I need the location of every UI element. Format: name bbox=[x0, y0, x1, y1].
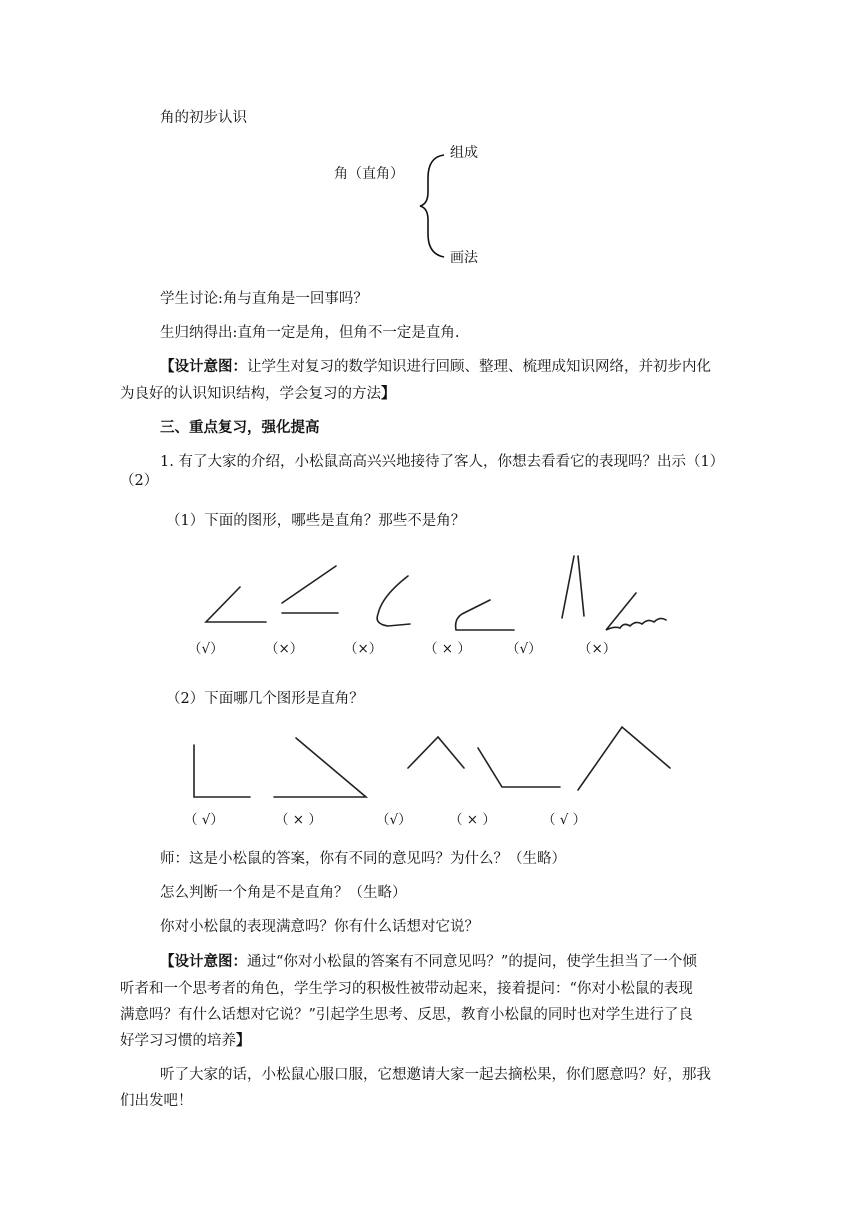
answer-q1-1: （√） bbox=[188, 641, 224, 657]
design-intent-2-line1: 【设计意图：通过“你对小松鼠的答案有不同意见吗？”的提问，使学生担当了一个倾 bbox=[160, 953, 697, 970]
tent-angle-figure bbox=[578, 727, 670, 790]
page-title: 角的初步认识 bbox=[160, 110, 247, 126]
judge-question: 怎么判断一个角是不是直角？（生略） bbox=[160, 885, 407, 901]
right-triangle-angle-figure bbox=[274, 738, 366, 797]
conclusion-text: 生归纳得出:直角一定是角，但角不一定是直角. bbox=[160, 325, 460, 341]
answer-q1-6: （×） bbox=[578, 641, 617, 657]
answer-q2-5: （ √ ） bbox=[542, 812, 587, 828]
answer-q2-3: （√） bbox=[376, 812, 412, 828]
answer-q2-4: （ × ） bbox=[449, 812, 496, 828]
design-intent-2-line4: 好学习习惯的培养】 bbox=[120, 1032, 251, 1049]
answer-q2-1: （ √） bbox=[184, 812, 224, 828]
closing-line-2: 们出发吧！ bbox=[120, 1093, 193, 1109]
item1-line1: 1. 有了大家的介绍，小松鼠高高兴兴地接待了客人，你想去看看它的表现吗？出示（1） bbox=[160, 454, 725, 470]
diagram-center-label: 角（直角） bbox=[334, 166, 404, 182]
question-1: （1）下面的图形，哪些是直角？那些不是角？ bbox=[166, 513, 466, 529]
design-intent-2-line2: 听者和一个思考者的角色，学生学习的积极性被带动起来，接着提问：“你对小松鼠的表现 bbox=[120, 981, 693, 997]
answer-q1-2: （×） bbox=[265, 641, 304, 657]
answer-q1-5: （√） bbox=[506, 641, 542, 657]
teacher-question: 师：这是小松鼠的答案，你有不同的意见吗？为什么？（生略） bbox=[160, 851, 566, 867]
satisfied-question: 你对小松鼠的表现满意吗？你有什么话想对它说？ bbox=[160, 919, 479, 935]
right-angle-figure-1 bbox=[194, 745, 250, 797]
item1-line2: （2） bbox=[120, 473, 159, 489]
peak-angle-figure bbox=[408, 737, 464, 768]
question-2: （2）下面哪几个图形是直角？ bbox=[166, 691, 364, 707]
diagram-bottom-label: 画法 bbox=[450, 250, 478, 266]
answer-q2-2: （ × ） bbox=[275, 812, 322, 828]
design-intent-1-line1: 【设计意图：让学生对复习的数学知识进行回顾、整理、梳理成知识网络，并初步内化 bbox=[160, 358, 711, 375]
discussion-text: 学生讨论:角与直角是一回事吗？ bbox=[160, 291, 368, 307]
section-heading: 三、重点复习，强化提高 bbox=[160, 419, 320, 436]
answer-q1-4: （ × ） bbox=[424, 641, 471, 657]
design-intent-label: 【设计意图： bbox=[160, 953, 247, 970]
design-intent-label: 【设计意图： bbox=[160, 358, 247, 375]
wide-angle-figure bbox=[478, 748, 560, 787]
answer-q1-3: （×） bbox=[344, 641, 383, 657]
closing-line-1: 听了大家的话，小松鼠心服口服，它想邀请大家一起去摘松果，你们愿意吗？好，那我 bbox=[160, 1067, 711, 1083]
design-intent-1-line2: 为良好的认识知识结构，学会复习的方法】 bbox=[120, 385, 396, 402]
design-intent-2-line3: 满意吗？有什么话想对它说？”引起学生思考、反思，教育小松鼠的同时也对学生进行了良 bbox=[120, 1007, 693, 1023]
diagram-top-label: 组成 bbox=[450, 145, 478, 161]
